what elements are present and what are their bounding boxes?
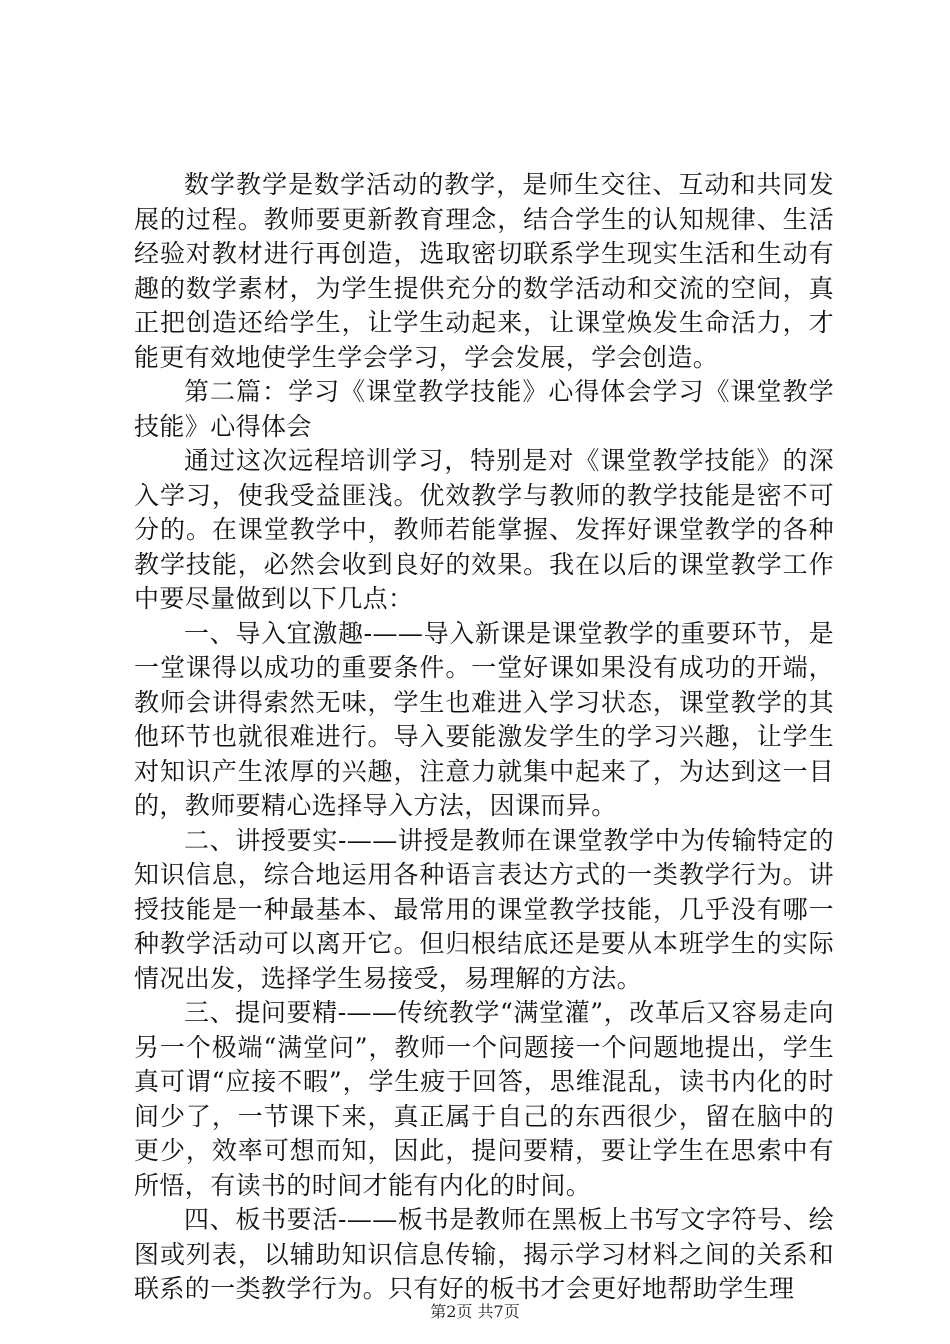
paragraph-point-1: 一、导入宜激趣-——导入新课是课堂教学的重要环节，是一堂课得以成功的重要条件。一堂好课如果没有成功的开端，教师会讲得索然无味，学生也难进入学习状态，课堂教学的其他环节也就很难进行。导入要能激发学生的学习兴趣，让学生对知识产生浓厚的兴趣，注意力就集中起来了，为达到这一目的，教师要精心选择导入方法，因课而异。 <box>134 618 834 820</box>
paragraph-point-2: 二、讲授要实-——讲授是教师在课堂教学中为传输特定的知识信息，综合地运用各种语言表达方式的一类教学行为。讲授技能是一种最基本、最常用的课堂教学技能，几乎没有哪一种教学活动可以离开它。但归根结底还是要从本班学生的实际情况出发，选择学生易接受，易理解的方法。 <box>134 825 834 993</box>
paragraph-overview: 通过这次远程培训学习，特别是对《课堂教学技能》的深入学习，使我受益匪浅。优效教学与教师的教学技能是密不可分的。在课堂教学中，教师若能掌握、发挥好课堂教学的各种教学技能，必然会收到良好的效果。我在以后的课堂教学工作中要尽量做到以下几点： <box>134 446 834 613</box>
document-body <box>134 168 834 1307</box>
paragraph-intro: 数学教学是数学活动的教学，是师生交往、互动和共同发展的过程。教师要更新教育理念，结合学生的认知规律、生活经验对教材进行再创造，选取密切联系学生现实生活和生动有趣的数学素材，为学生提供充分的数学活动和交流的空间，真正把创造还给学生，让学生动起来，让课堂焕发生命活力，才能更有效地使学生学会学习，学会发展，学会创造。 <box>134 170 834 372</box>
paragraph-point-4: 四、板书要活-——板书是教师在黑板上书写文字符号、绘图或列表，以辅助知识信息传输，揭示学习材料之间的关系和联系的一类教学行为。只有好的板书才会更好地帮助学生理 <box>134 1205 834 1303</box>
paragraph-point-3: 三、提问要精-——传统教学“满堂灌”，改革后又容易走向另一个极端“满堂问”，教师一个问题接一个问题地提出，学生真可谓“应接不暇”，学生疲于回答，思维混乱，读书内化的时间少了，一节课下来，真正属于自己的东西很少，留在脑中的更少，效率可想而知，因此，提问要精，要让学生在思索中有所悟，有读书的时间才能有内化的时间。 <box>134 998 834 1200</box>
paragraph-section-heading: 第二篇：学习《课堂教学技能》心得体会学习《课堂教学技能》心得体会 <box>134 377 834 441</box>
page-footer: 第2页 共7页 <box>430 1302 520 1321</box>
